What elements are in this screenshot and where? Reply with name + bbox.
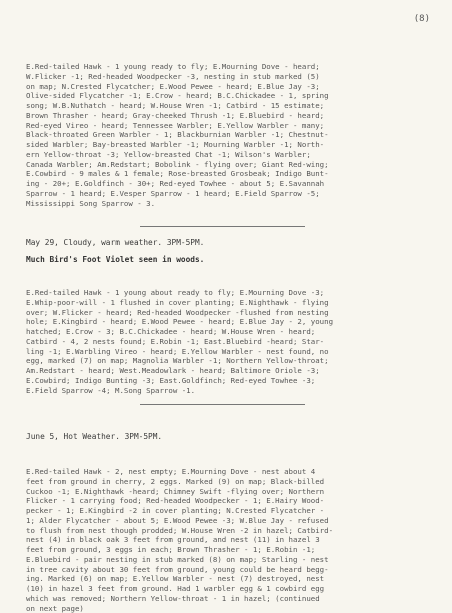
section-divider — [140, 226, 305, 227]
entry-date-heading-june-5: June 5, Hot Weather. 3PM-5PM. — [26, 432, 163, 441]
entry-date-heading-may-29: May 29, Cloudy, warm weather. 3PM-5PM. — [26, 238, 205, 247]
section-divider — [140, 404, 305, 405]
entry-note-violet: Much Bird's Foot Violet seen in woods. — [26, 255, 205, 264]
page-number: (8) — [413, 14, 430, 24]
field-notes-paragraph-2: E.Red-tailed Hawk - 1 young about ready to fly; E.Mourning Dove -3; E.Whip-poor-will - 1 flushed in cover planting; E.Nighthawk - flying over; W.Flicker - heard; Red-headed Woodpecker -flushed from nesting hole; E.Kingbird - heard; E.Wood Pewee - heard; E.Blue Jay - 2, young hatched; E.Crow - 3; B.C.Chickadee - heard; W.House Wren - heard; Catbird - 4, 2 nests found; E.Robin -1; East.Bluebird -heard; Star- ling -1; E.Warbling Vireo - heard; E.Yellow Warbler - nest found, no egg, marked (7) on map; Magnolia Warbler -1; Northern Yellow-throat; Am.Redstart - heard; West.Meadowlark - heard; Baltimore Oriole -3; E.Cowbird; Indigo Bunting -3; East.Goldfinch; Red-eyed Towhee -3; E.Field Sparrow -4; M.Song Sparrow -1. — [26, 288, 334, 395]
field-notes-paragraph-3: E.Red-tailed Hawk - 2, nest empty; E.Mourning Dove - nest about 4 feet from ground in cherry, 2 eggs. Marked (9) on map; Black-billed Cuckoo -1; E.Nighthawk -heard; Chimney Swift -flying over; Northern Flicker - 1 carrying food; Red-headed Woodpecker - 1; E.Hairy Wood- pecker - 1; E.Kingbird -2 in cover planting; N.Crested Flycatcher - 1; Alder Flycatcher - about 5; E.Wood Pewee -3; W.Blue Jay - refused to flush from nest though prodded; W.House Wren -2 in hazel; Catbird- nest (4) in black oak 3 feet from ground, and nest (11) in hazel 3 feet from ground, 3 eggs in each; Brown Thrasher - 1; E.Robin -1; E.Bluebird - pair nesting in stub marked (8) on map; Starling - nest in tree cavity about 30 feet from ground, young could be heard begg- ing. Marked (6) on map; E.Yellow Warbler - nest (7) destroyed, nest (10) in hazel 3 feet from ground. Had 1 warbler egg & 1 cowbird egg which was removed; Northern Yellow-throat - 1 in hazel; (continued on next page) — [26, 467, 334, 613]
field-notes-paragraph-1: E.Red-tailed Hawk - 1 young ready to fly; E.Mourning Dove - heard; W.Flicker -1; Red-headed Woodpecker -3, nesting in stub marked (5) on map; N.Crested Flycatcher; E.Wood Pewee - heard; E.Blue Jay -3; Olive-sided Flycatcher -1; E.Crow - heard; B.C.Chickadee - 1, spring song; W.B.Nuthatch - heard; W.House Wren -1; Catbird - 15 estimate; Brown Thrasher - heard; Gray-cheeked Thrush -1; E.Bluebird - heard; Red-eyed Vireo - heard; Tennessee Warbler; E.Yellow Warbler - many; Black-throated Green Warbler - 1; Blackburnian Warbler -1; Chestnut- sided Warbler; Bay-breasted Warbler -1; Mourning Warbler -1; North- ern Yellow-throat -3; Yellow-breasted Chat -1; Wilson's Warbler; Canada Warbler; Am.Redstart; Bobolink - flying over; Giant Red-wing; E.Cowbird - 9 males & 1 female; Rose-breasted Grosbeak; Indigo Bunt- ing - 20+; E.Goldfinch - 30+; Red-eyed Towhee - about 5; E.Savannah Sparrow - 1 heard; E.Vesper Sparrow - 1 heard; E.Field Sparrow -5; Mississippi Song Sparrow - 3. — [26, 62, 329, 208]
